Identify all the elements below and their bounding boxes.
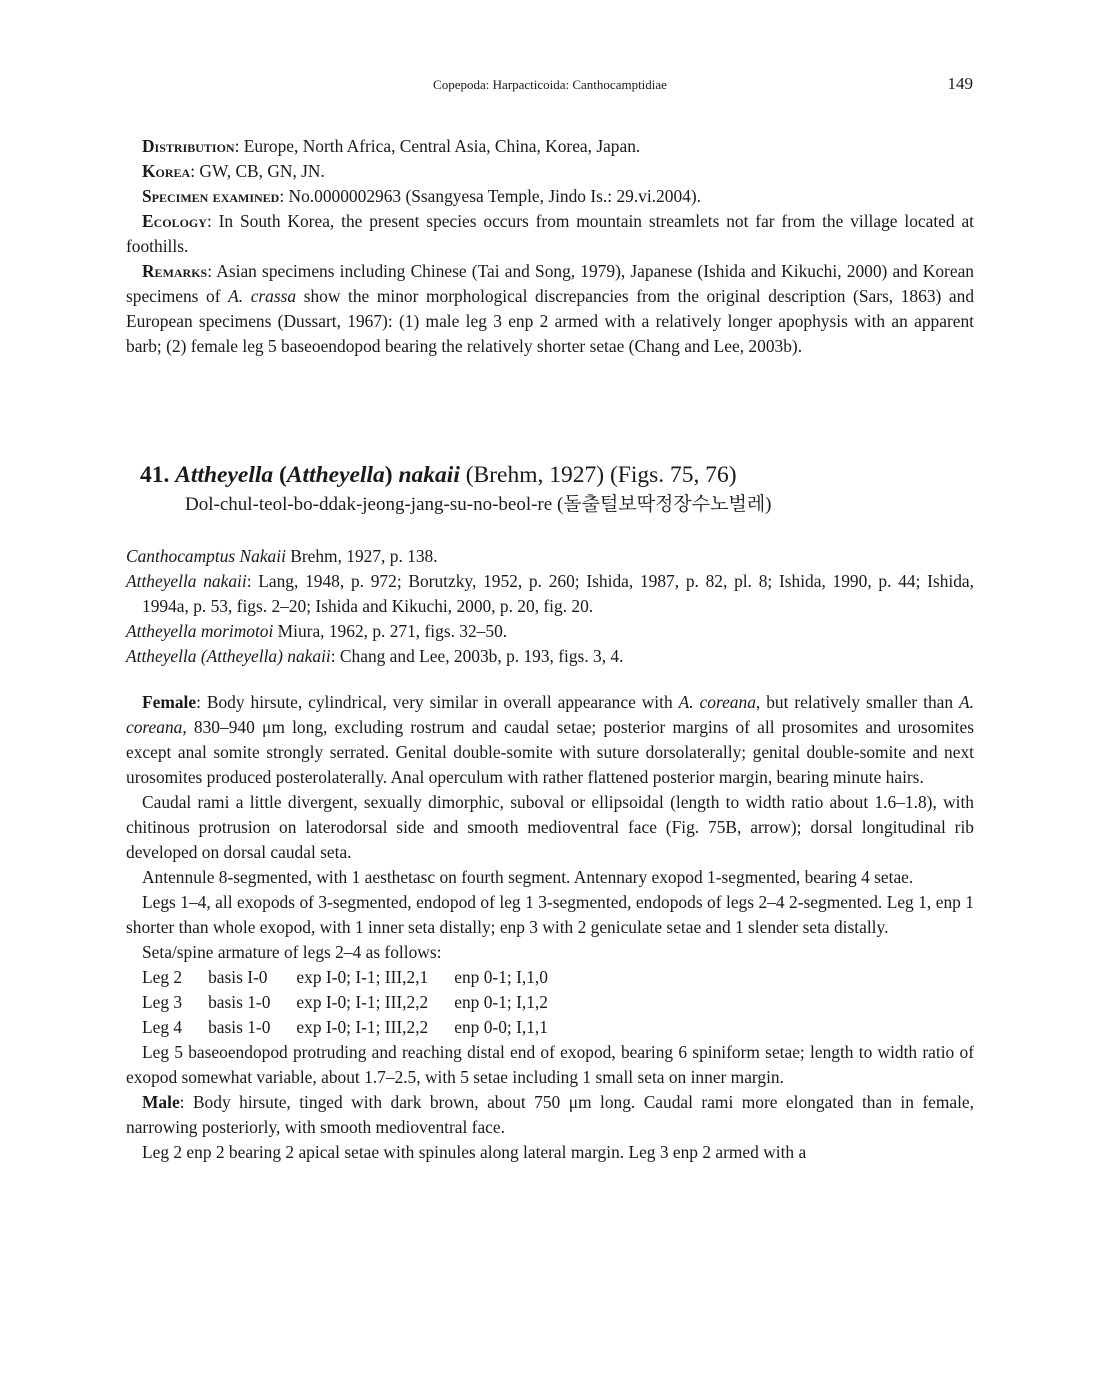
male-label: Male xyxy=(142,1092,180,1112)
antennule-paragraph: Antennule 8-segmented, with 1 aesthetasc on fourth segment. Antennary exopod 1-segmented, bearing 4 setae. xyxy=(142,867,914,887)
specimen-paragraph: Specimen examined: No.0000002963 (Ssangyesa Temple, Jindo Is.: 29.vi.2004). xyxy=(142,186,701,206)
armature-basis: basis I-0 xyxy=(208,967,268,987)
remarks-label: Remarks xyxy=(142,261,208,281)
remarks-text-a: Asian specimens including Chinese (Tai and Song, 1979), Japanese (Ishida and Kikuchi, 2000) and Korean specimens of xyxy=(126,261,974,306)
genus-name: Attheyella xyxy=(175,462,274,488)
subgenus-name: Attheyella xyxy=(286,462,385,488)
specimen-label: Specimen examined xyxy=(142,186,280,206)
korea-text: GW, CB, GN, JN. xyxy=(199,161,325,181)
species-authority: (Brehm, 1927) (Figs. 75, 76) xyxy=(465,462,737,488)
synonym-ref: Miura, 1962, p. 271, figs. 32–50. xyxy=(273,621,508,641)
armature-table xyxy=(142,965,574,1040)
remarks-species: A. crassa xyxy=(228,286,297,306)
page-number: 149 xyxy=(947,74,973,93)
armature-leg: Leg 4 xyxy=(142,1017,183,1037)
synonym-name: Attheyella morimotoi xyxy=(126,621,274,641)
synonym-name: Attheyella nakaii xyxy=(126,571,247,591)
armature-basis: basis 1-0 xyxy=(208,1017,271,1037)
specimen-text: No.0000002963 (Ssangyesa Temple, Jindo Is.: 29.vi.2004). xyxy=(288,186,701,206)
korea-paragraph: Korea: GW, CB, GN, JN. xyxy=(142,161,325,181)
caudal-paragraph: Caudal rami a little divergent, sexually dimorphic, suboval or ellipsoidal (length to width ratio about 1.6–1.8), with chitinous protrusion on laterodorsal side and smooth medioventral face (Fig. 75B, arrow); dorsal longitudinal rib developed on dorsal caudal seta. xyxy=(126,792,974,862)
synonymy-list xyxy=(126,544,974,669)
synonymy-entry xyxy=(126,619,974,644)
armature-exp: exp I-0; I-1; III,2,1 xyxy=(296,967,429,987)
armature-enp: enp 0-1; I,1,0 xyxy=(454,967,548,987)
synonym-ref: : Lang, 1948, p. 972; Borutzky, 1952, p. 260; Ishida, 1987, p. 82, pl. 8; Ishida, 1990, p. 44; Ishida, 1994a, p. 53, figs. 2–20; Ishida and Kikuchi, 2000, p. 20, fig. 20. xyxy=(142,571,974,616)
korean-common-name: Dol-chul-teol-bo-ddak-jeong-jang-su-no-beol-re (돌출털보딱정장수노벌레) xyxy=(185,494,772,515)
armature-row xyxy=(142,965,574,990)
description-section xyxy=(126,690,974,1165)
female-species-2: A. coreana xyxy=(126,692,974,737)
ecology-paragraph: Ecology: In South Korea, the present species occurs from mountain streamlets not far from the village located at foothills. xyxy=(126,211,975,256)
armature-basis: basis 1-0 xyxy=(208,992,271,1012)
armature-leg: Leg 2 xyxy=(142,967,183,987)
leg5-paragraph: Leg 5 baseoendopod protruding and reaching distal end of exopod, bearing 6 spiniform setae; length to width ratio of exopod somewhat variable, about 1.7–2.5, with 5 setae including 1 small seta on inner margin. xyxy=(126,1042,974,1087)
armature-exp: exp I-0; I-1; III,2,2 xyxy=(296,1017,429,1037)
previous-species-section xyxy=(126,134,974,359)
synonym-name: Canthocamptus Nakaii xyxy=(126,546,286,566)
species-heading xyxy=(140,460,1000,518)
armature-leg: Leg 3 xyxy=(142,992,183,1012)
armature-row xyxy=(142,1015,574,1040)
male-paragraph xyxy=(126,1090,974,1140)
armature-enp: enp 0-1; I,1,2 xyxy=(454,992,548,1012)
armature-row xyxy=(142,990,574,1015)
korea-label: Korea xyxy=(142,161,191,181)
female-paragraph xyxy=(126,690,974,790)
synonymy-entry xyxy=(126,544,974,569)
remarks-text-b: show the minor morphological discrepancies from the original description (Sars, 1863) and European specimens (Dussart, 1967): (1) male leg 3 enp 2 armed with a relatively longer apophysis with an apparent barb; (2) female leg 5 baseoendopod bearing the relatively shorter setae (Chang and Lee, 2003b). xyxy=(126,286,975,356)
species-number: 41. xyxy=(140,462,170,488)
ecology-label: Ecology xyxy=(142,211,207,231)
synonym-name: Attheyella (Attheyella) nakaii xyxy=(126,646,331,666)
synonymy-entry xyxy=(126,644,974,669)
armature-enp: enp 0-0; I,1,1 xyxy=(454,1017,548,1037)
ecology-text: In South Korea, the present species occurs from mountain streamlets not far from the village located at foothills. xyxy=(126,211,975,256)
running-title: Copepoda: Harpacticoida: Canthocamptidiae xyxy=(433,77,667,92)
species-title: 41. Attheyella (Attheyella) nakaii (Brehm, 1927) (Figs. 75, 76) xyxy=(140,462,737,488)
female-text-a: : Body hirsute, cylindrical, very similar in overall appearance with xyxy=(196,692,679,712)
distribution-label: Distribution xyxy=(142,136,235,156)
female-text-c: , 830–940 μm long, excluding rostrum and caudal setae; posterior margins of all prosomites and urosomites except anal somite strongly serrated. Genital double-somite with suture dorsolaterally; genital double-somite and next urosomites produced posterolaterally. Anal operculum with rather flattened posterior margin, bearing minute hairs. xyxy=(126,717,974,787)
species-epithet: nakaii xyxy=(398,462,460,488)
remarks-paragraph: Remarks: Asian specimens including Chinese (Tai and Song, 1979), Japanese (Ishida and Kikuchi, 2000) and Korean specimens of A. crassa show the minor morphological discrepancies from the original description (Sars, 1863) and European specimens (Dussart, 1967): (1) male leg 3 enp 2 armed with a relatively longer apophysis with an apparent barb; (2) female leg 5 baseoendopod bearing the relatively shorter setae (Chang and Lee, 2003b). xyxy=(126,261,975,356)
distribution-text: Europe, North Africa, Central Asia, China, Korea, Japan. xyxy=(243,136,641,156)
male-leg2-paragraph: Leg 2 enp 2 bearing 2 apical setae with spinules along lateral margin. Leg 3 enp 2 armed with a xyxy=(142,1142,807,1162)
synonymy-entry xyxy=(126,569,974,619)
female-text-b: , but relatively smaller than xyxy=(755,692,960,712)
distribution-paragraph: Distribution: Europe, North Africa, Central Asia, China, Korea, Japan. xyxy=(142,136,641,156)
armature-intro: Seta/spine armature of legs 2–4 as follows: xyxy=(142,942,442,962)
female-label: Female xyxy=(142,692,197,712)
legs-paragraph: Legs 1–4, all exopods of 3-segmented, endopod of leg 1 3-segmented, endopods of legs 2–4 2-segmented. Leg 1, enp 1 shorter than whole exopod, with 1 inner seta distally; enp 3 with 2 geniculate setae and 1 slender seta distally. xyxy=(126,892,974,937)
synonym-ref: Brehm, 1927, p. 138. xyxy=(285,546,438,566)
female-species-1: A. coreana xyxy=(678,692,756,712)
armature-exp: exp I-0; I-1; III,2,2 xyxy=(296,992,429,1012)
male-text: : Body hirsute, tinged with dark brown, about 750 μm long. Caudal rami more elongated than in female, narrowing posteriorly, with smooth medioventral face. xyxy=(126,1092,974,1137)
synonym-ref: : Chang and Lee, 2003b, p. 193, figs. 3, 4. xyxy=(330,646,624,666)
